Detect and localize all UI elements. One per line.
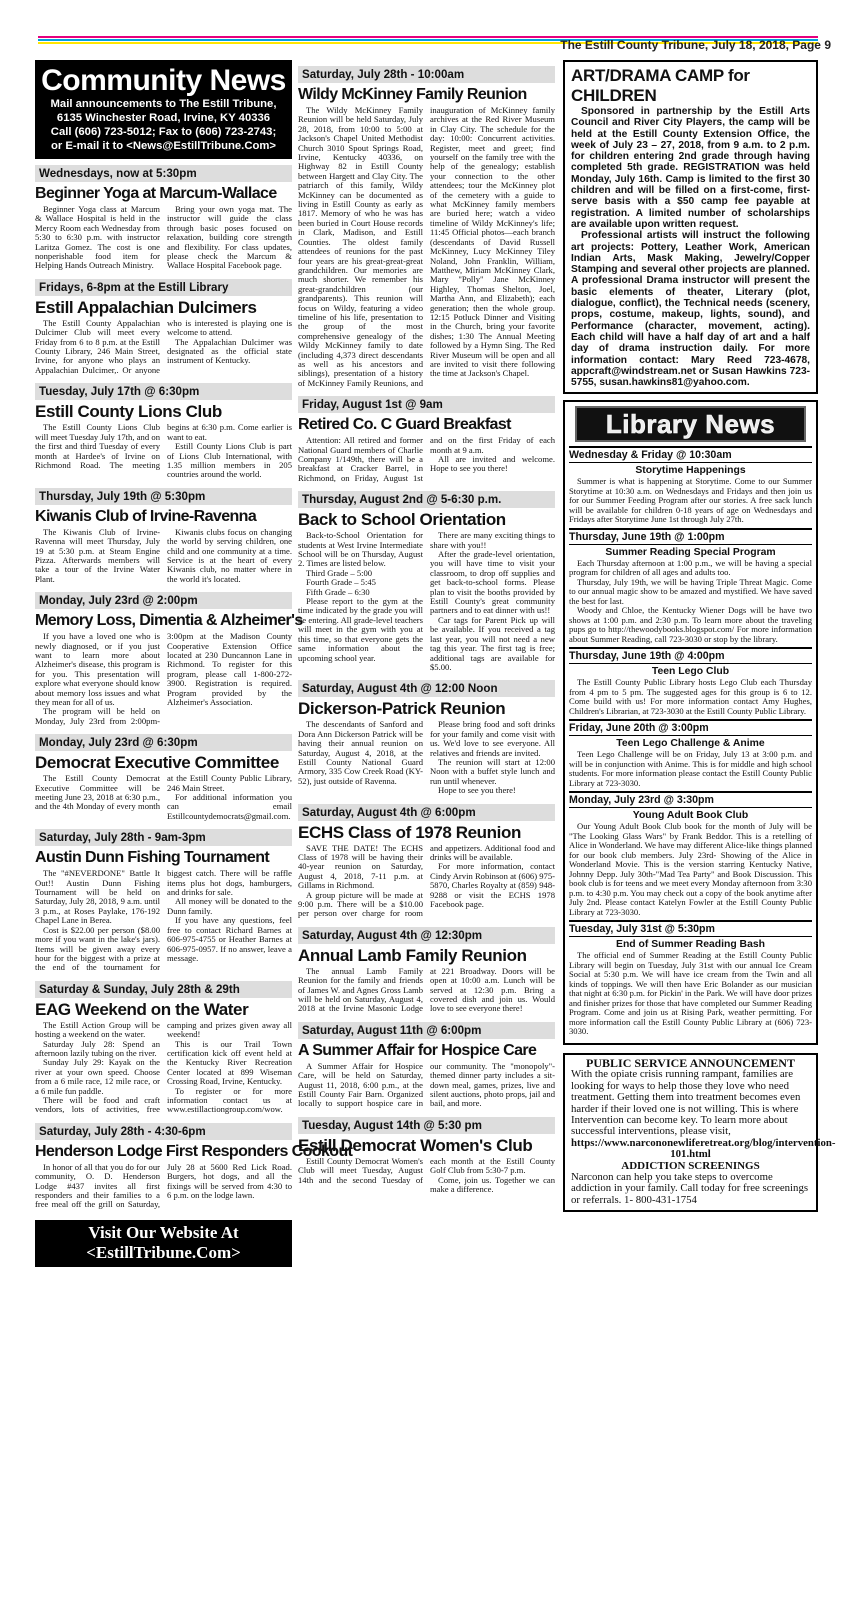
event-body (35, 528, 292, 586)
event-date: Saturday, July 28th - 10:00am (298, 66, 555, 83)
event-paragraph: For additional information you can email Estillcountydemocrats@gmail.com. (167, 792, 292, 821)
event-title: Memory Loss, Dimentia & Alzheimer's (35, 612, 303, 630)
event-title: ECHS Class of 1978 Reunion (298, 822, 521, 842)
event-body (569, 822, 812, 917)
event-date: Thursday, July 19th @ 5:30pm (35, 488, 292, 505)
event-paragraph: Come, join us. Together we can make a difference. (430, 1174, 555, 1195)
psa-heading: PUBLIC SERVICE ANNOUNCEMENT (586, 1055, 795, 1070)
event-paragraph: The descendants of Sanford and Dora Ann Dickerson Patrick will be having their annual reunion on Saturday, August 4, 2018, at the Estill County National Guard Armory, 335 Cow Creek Road (KY-52), just outside of Ravenna. (298, 719, 423, 786)
psa-link[interactable]: https://www.narcononewliferetreat.org/blog/intervention-101.html (571, 1136, 836, 1161)
event-title: End of Summer Reading Bash (616, 939, 765, 951)
event-title: Storytime Happenings (635, 465, 746, 477)
event-date: Saturday, August 4th @ 12:00 Noon (298, 680, 555, 697)
event-body (298, 1157, 555, 1197)
masthead-line: or E-mail it to <News@EstillTribune.Com> (50, 140, 277, 152)
event-paragraph: The Estill County Appalachian Dulcimer Club will meet every Friday from 6 to 8 p.m. at the Estill County Library, 246 Main Street, Irvine, for anyone who plays an Appalachian Dulcimer,. Or anyone who is interested is playing one is welcome to attend. (35, 317, 292, 375)
library-news-banner: Library News (575, 406, 806, 442)
event-body (35, 205, 292, 273)
event-title: EAG Weekend on the Water (35, 999, 249, 1019)
event-body (298, 1062, 555, 1111)
event-date: Saturday, August 4th @ 6:00pm (298, 804, 555, 821)
event-item (298, 1022, 555, 1111)
art-camp-paragraph: Professional artists will instruct the following art projects: Pottery, Leather Work, American Indian Arts, Mask Making, Jewelry/Copper Stamping and several other projects are planned. A professional Drama instructor will present the basic elements of theater, Literary (plot, dialogue, conflict), the Technical needs (scenery, props, costume, makeup, lights, sound), and Performance (character, movement, acting). Each child will have a half day of art and a half day of drama instruction daily. For more information contact: Mary Reed 723-4678, appcraft@windstream.net or Susan Hawkins 723-5755, susan.hawkins81@yahoo.com. (571, 230, 810, 389)
event-paragraph: Kiwanis clubs focus on changing the world by serving children, one child and one community at a time. Service is at the heart of every Kiwanis club, no matter where in the world it's located. (167, 526, 292, 584)
event-paragraph: There are many exciting things to share with you!! (430, 530, 555, 550)
event-body (569, 477, 812, 525)
event-paragraph: The official end of Summer Reading at the Estill County Public Library will begin on Tuesday, July 31st with our annual Ice Cream Social at 5:30 p.m. We will have ice cream from the Twin and all kinds of toppings. We will then have Eric Bolander as our musician that night at 6:30 p.m. for Pickin' in the Park. We will have door prizes and finisher prizes for those that have completed our Summer Reading Program. Come and join us at Rising Park, weather permitting. For more information call the Estill County Public Library at (606) 723-3030. (569, 950, 812, 1037)
event-title: Teen Lego Challenge & Anime (616, 738, 765, 750)
event-title: Young Adult Book Club (632, 810, 749, 822)
event-paragraph: Beginner Yoga class at Marcum & Wallace Hospital is held in the Mercy Room each Wednesday from 5:30 to 6:30 p.m. with instructor Laritza Gomez. The cost is one nonperishable food item for Helping Hands Outreach Ministry. (35, 204, 160, 271)
column-events (298, 60, 555, 1197)
event-item (35, 488, 292, 586)
event-title: Kiwanis Club of Irvine-Ravenna (35, 507, 257, 525)
event-item (298, 804, 555, 921)
event-paragraph: After the grade-level orientation, you will have time to visit your classroom, to drop off supplies and get back-to-school forms. Please plan to visit the booths provided by Estill County's great community partners and to eat dinner with us!! (430, 549, 555, 616)
masthead-line: Call (606) 723-5012; Fax to (606) 723-2743; (50, 126, 277, 138)
event-body (298, 106, 555, 390)
event-paragraph: If you have any questions, feel free to contact Richard Barnes at 606-975-4755 or Heather Barnes at 606-975-0957. If no answer, leave a message. (167, 915, 292, 963)
community-news-masthead (35, 60, 292, 159)
event-title: Summer Reading Special Program (605, 546, 776, 558)
event-paragraph: The annual Lamb Family Reunion for the family and friends of James W. and Agnes Gross Lamb will be held on Saturday, August 4, 2018 at the Irvine Masonic Lodge at 221 Broadway. Doors will be open at 10:00 a.m. Lunch will be served at 12:30 p.m. Bring a covered dish and join us. Would love to see everyone there! (298, 965, 555, 1014)
event-title: Estill Appalachian Dulcimers (35, 297, 257, 317)
event-title: Retired Co. C Guard Breakfast (298, 416, 511, 434)
event-title: Henderson Lodge First Responders Cookout (35, 1142, 353, 1160)
event-paragraph: There will be food and craft vendors, lots of activities, free camping and prizes given away all weekend! (35, 1019, 292, 1115)
event-paragraph: SAVE THE DATE! The ECHS Class of 1978 will be having their 40-year reunion on Saturday, August 4, 2018, 7-11 p.m. at Gillams in Richmond. (298, 842, 423, 891)
event-paragraph: To register or for more information contact us at www.estillactiongroup.com/wow. (167, 1085, 292, 1115)
event-paragraph: The "#NEVERDONE" Battle It Out!! Austin Dunn Fishing Tournament will be held on Saturday, July 28, 2018, 9 a.m. until 3 p.m., at Roses Paylake, 176-192 Chapel Lane in Berea. (35, 868, 160, 926)
event-body (298, 720, 555, 797)
event-date: Monday, July 23rd @ 6:30pm (35, 734, 292, 751)
event-body (569, 559, 812, 645)
event-paragraph: The Estill County Public Library hosts Lego Club each Thursday from 4 pm to 5 pm. The suggested ages for this group is 6 to 12. Come build with us! For more information contact Amy Hughes, Children's Librarian, at 723-3030 at the Estill County Public Library. (569, 677, 812, 716)
library-news-box (563, 400, 818, 1045)
event-date: Wednesday & Friday @ 10:30am (569, 446, 812, 463)
masthead-title: Community News (41, 64, 286, 97)
event-date: Saturday, July 28th - 4:30-6pm (35, 1123, 292, 1140)
masthead-line: 6135 Winchester Road, Irvine, KY 40336 (56, 112, 271, 124)
event-paragraph: The Kiwanis Club of Irvine-Ravenna will meet Thursday, July 19 at 5:30 p.m. at Steam Engine Pizza. Afterwards members will take a tour of the Irvine Water Plant. (35, 526, 160, 584)
event-item (35, 165, 292, 273)
event-title: Teen Lego Club (651, 666, 730, 678)
event-paragraph: Sunday July 29: Kayak on the river at your own speed. Choose from a 6 mile race, 12 mile race, or a 6 mile fun paddle. (35, 1057, 160, 1096)
event-item (569, 920, 812, 1037)
event-body (298, 436, 555, 485)
event-date: Saturday, July 28th - 9am-3pm (35, 829, 292, 846)
event-paragraph: A group picture will be made at 9:00 p.m. There will be a $10.00 per person over charge for room and appetizers. Additional food and drinks will be available. (298, 842, 555, 919)
event-date: Friday, August 1st @ 9am (298, 396, 555, 413)
event-title: Estill Democrat Women's Club (298, 1135, 533, 1155)
event-paragraph: Car tags for Parent Pick up will be available. If you received a tag last year, you will not need a new tag this year. The first tag is free; additional tags are available for $5.00. (430, 614, 555, 672)
event-date: Thursday, June 19th @ 4:00pm (569, 647, 812, 664)
art-camp-body (571, 106, 810, 388)
event-date: Saturday, August 4th @ 12:30pm (298, 927, 555, 944)
event-body (569, 750, 812, 788)
event-title: Democrat Executive Committee (35, 753, 279, 773)
psa-text: With the opiate crisis running rampant, families are looking for ways to help those they love who need treatment. Getting them into treatment becomes even harder if their loved one is not willing. This is where Intervention can become key. To learn more about successful interventions, please visit, (571, 1068, 801, 1138)
event-item (569, 528, 812, 645)
event-body (298, 967, 555, 1016)
event-paragraph: The program will be held on Monday, July 23rd from 2:00pm-3:00pm at the Madison County Cooperative Extension Office located at 230 Duncannon Lane in Richmond. To register for this program, please call 1-800-272-3900. Registration is required. Program provided by the Alzheimer's Association. (35, 631, 292, 726)
event-item (298, 396, 555, 485)
event-item (298, 66, 555, 390)
event-date: Friday, June 20th @ 3:00pm (569, 719, 812, 736)
event-body (35, 319, 292, 377)
event-paragraph: All are invited and welcome. Hope to see you there! (430, 454, 555, 474)
event-paragraph: Thursday, July 19th, we will be having Triple Threat Magic. Come to our annual magic show to be amazed and mystified. We have saved the best for last. (569, 576, 812, 606)
art-camp-paragraph: Sponsored in partnership by the Estill Arts Council and River City Players, the camp will be held at the Estill County Extension Office, the week of July 23 – 27, 2018, from 9 a.m. to 2 p.m. for children entering 2nd grade through having completed 5th grade. REGISTRATION was held Monday, July 16th. Camp is limited to the first 30 children and will be filled on a first-come, first-serve basis with a $50 camp fee payable at registration. A limited number of scholarships are available upon written request. (571, 106, 810, 230)
event-item (35, 981, 292, 1117)
event-paragraph: Saturday July 28: Spend an afternoon lazily tubing on the river. (35, 1038, 160, 1058)
event-body (35, 632, 292, 728)
event-item (35, 592, 303, 728)
event-date: Thursday, June 19th @ 1:00pm (569, 528, 812, 545)
event-paragraph: This is our Trail Town certification kick off event held at the Kentucky River Recreation Center located at 899 Wiseman Crossing Road, Irvine, Kentucky. (167, 1038, 292, 1087)
event-title: Dickerson-Patrick Reunion (298, 699, 506, 719)
event-paragraph: Estill County Lions Club is part of Lions Club International, with 1.35 million members in 205 countries around the world. (167, 441, 292, 480)
event-item (35, 734, 292, 823)
event-paragraph: Our Young Adult Book Club book for the month of July will be "The Looking Glass Wars" by Frank Beddor. This is a retelling of Alice in Wonderland. We have may different Alice-like things planned for our book club members. July 23rd- Showing of the Alice in Wonderland Movie. This is the version starring Kentucky Native, Johnny Depp. July 30th-"Mad Tea Party" and Book Discussion. This book club is for teens and we meet every Monday afternoon from 3:30 p.m. to 4:30 p.m. You may check out a copy of the book anytime after July 2nd. Please contact Katelyn Fowler at the Estill County Public Library at 723-3030. (569, 821, 812, 917)
event-date: Tuesday, July 31st @ 5:30pm (569, 920, 812, 937)
event-body (298, 531, 555, 674)
event-body (569, 678, 812, 716)
event-paragraph: Hope to see you there! (438, 785, 516, 796)
event-item (298, 927, 555, 1016)
event-date: Saturday, August 11th @ 6:00pm (298, 1022, 555, 1039)
event-body (35, 1163, 292, 1212)
event-paragraph: Estill County Democrat Women's Club will meet Tuesday, August 14th and the second Tuesday of each month at the Estill County Golf Club from 5:30-7 p.m. (298, 1155, 555, 1185)
event-body (35, 869, 292, 974)
event-item (35, 829, 292, 974)
event-date: Monday, July 23rd @ 2:00pm (35, 592, 292, 609)
event-title: Estill County Lions Club (35, 402, 222, 422)
event-date: Tuesday, July 17th @ 6:30pm (35, 383, 292, 400)
event-body (298, 844, 555, 921)
event-date: Monday, July 23rd @ 3:30pm (569, 791, 812, 808)
event-paragraph: Bring your own yoga mat. The instructor will guide the class through basic poses focused on relaxation, building core strength and flexibility. For class updates, please check the Marcum & Wallace Hospital Facebook page. (167, 204, 292, 271)
event-body (569, 951, 812, 1037)
event-title: Annual Lamb Family Reunion (298, 945, 527, 965)
event-paragraph: Attention: All retired and former National Guard members of Charlie Company 1/149th, there will be a breakfast at Cracker Barrel, in Richmond, on Friday, August 1st and on the first Friday of each month at 9 a.m. (298, 435, 555, 483)
event-title: Wildy McKinney Family Reunion (298, 86, 527, 103)
event-title: Beginner Yoga at Marcum-Wallace (35, 185, 277, 202)
event-paragraph: If you have a loved one who is newly diagnosed, or if you just want to learn more about Alzheimer's disease, this program is for you. This presentation will explore what everyone should know about memory loss issues and what they mean for all of us. (35, 631, 160, 707)
column-features (563, 60, 836, 1212)
event-item (298, 1117, 555, 1197)
event-item (569, 647, 812, 716)
event-item (35, 279, 292, 377)
event-date: Fridays, 6-8pm at the Estill Library (35, 279, 292, 296)
event-title: Austin Dunn Fishing Tournament (35, 849, 270, 867)
event-body (35, 1021, 292, 1117)
event-paragraph: The Estill County Democrat Executive Committee will be meeting June 23, 2018 at 6:30 p.m., and the 4th Monday of every month at the Estill County Public Library, 246 Main Street. (35, 773, 292, 812)
addiction-text: Narconon can help you take steps to overcome addiction in your family. Call today for free screenings or referrals. 1- 800-431-1754 (571, 1170, 809, 1206)
event-item (569, 791, 812, 917)
event-paragraph: Summer is what is happening at Storytime. Come to our Summer Storytime at 10:30 a.m. on Wednesdays and Fridays and then join us for our Summer Feeding Program after our stories. A free sack lunch will be available for children 0-18 years of age on Wednesdays and Fridays after Storytime June 1st through July 27th. (569, 476, 812, 525)
event-item (569, 446, 812, 525)
event-paragraph: The Estill County Lions Club will meet Tuesday July 17th, and on the first and third Tuesday of every month at Hardee's of Irvine on Richmond Road. The meeting begins at 6:30 p.m. Come earlier is want to eat. (35, 422, 292, 470)
masthead-line: Mail announcements to The Estill Tribune, (50, 98, 277, 110)
event-item (298, 491, 555, 674)
event-paragraph: In honor of all that you do for our community, O. D. Henderson Lodge #437 invites all first responders and their families to a free meal off the grill on Saturday, July 28 at 5600 Red Lick Road. Burgers, hot dogs, and all the fixings will be served from 4:30 to 6 p.m. on the lodge lawn. (35, 1161, 292, 1210)
event-paragraph: Teen Lego Challenge will be on Friday, July 13 at 3:00 p.m. and will be in conjunction with Anime. This is for middle and high school students. For more information please contact the Estill County Public Library at 723-3030. (569, 749, 812, 788)
event-paragraph: Please report to the gym at the time indicated by the grade you will be entering. All grade-level teachers will meet in the gym with you at this time, so that everyone gets the same information about the upcoming school year. (298, 596, 423, 663)
event-date: Saturday & Sunday, July 28th & 29th (35, 981, 292, 998)
event-paragraph: Back-to-School Orientation for students at West Irvine Intermediate School will be on Thursday, August 2. Times are listed below. (298, 530, 423, 569)
event-paragraph: The Estill Action Group will be hosting a weekend on the water. (35, 1019, 160, 1040)
event-paragraph: For more information, contact Cindy Arvin Robinson at (606) 975-5870, Charles Royalty at (859) 948-9288 or visit the ECHS 1978 Facebook page. (430, 861, 555, 909)
event-paragraph: Woody and Chloe, the Kentucky Wiener Dogs will be have two shows at 1:00 p.m. and 2:30 p.m. To learn more about the traveling pups go to http://thewoodybooks.blogspot.com/ For more information about Summer Reading, call 723-3030 or stop by the library. (569, 605, 812, 644)
event-paragraph: Third Grade – 5:00 (306, 567, 373, 578)
event-body (35, 423, 292, 481)
event-paragraph: A Summer Affair for Hospice Care, will be held on Saturday, August 11, 2018, 6:00 p.m., at the Estill County Fair Barn. Organized locally to support hospice care in our community. The "monopoly"-themed dinner party includes a sit-down meal, games, prizes, live and silent auctions, photo props, jail and bail, and more. (298, 1060, 555, 1109)
event-paragraph: Each Thursday afternoon at 1:00 p.m., we will be having a special program for children of all ages and adults too. (569, 557, 812, 578)
event-paragraph: The Appalachian Dulcimer was designated as the official state instrument of Kentucky. (167, 336, 292, 366)
event-paragraph: Fourth Grade – 5:45 (306, 577, 376, 588)
psa-box (563, 1053, 836, 1212)
event-item (35, 1123, 353, 1212)
website-banner-url[interactable]: <EstillTribune.Com> (86, 1242, 241, 1262)
event-paragraph: The reunion will start at 12:00 Noon with a buffet style lunch and run until whenever. (430, 756, 555, 786)
event-paragraph: Fifth Grade – 6:30 (306, 586, 370, 597)
event-item (298, 680, 555, 797)
website-banner[interactable] (35, 1220, 292, 1267)
event-paragraph: All money will be donated to the Dunn family. (167, 896, 292, 916)
art-camp-title: ART/DRAMA CAMP for CHILDREN (571, 66, 750, 105)
event-item (35, 383, 292, 481)
event-title: A Summer Affair for Hospice Care (298, 1041, 537, 1059)
event-paragraph: The Wildy McKinney Family Reunion will be held Saturday, July 28, 2018, from 10:00 to 5:00 at Jackson's Chapel United Methodist Church 3010 Spout Springs Road, Irvine, Kentucky 40336, on Highway 82 in Estill County between Hargett and Clay City. The patriarch of this family, Wildy McKinney can be documented as living in Estill County as early as 1817. Memory of who he was has been buried in Court House records in Clark, Madison, and Estill Counties. The oldest family attendees of reunions for the past four years are his great-great-great grandchildren. Our memories are much shorter. We remember his great-grandchildren (our grandparents). This reunion will focus on Wildy, featuring a video timeline of his life, presentation to the group of the most comprehensive genealogy of the Wildy McKinney family to date (including 4,373 direct descendants as well as his ancestors and siblings), presentation of a history of McKinney Family Reunions, and inauguration of McKinney family archives at the Red River Museum in Clay City. The schedule for the day: 10:00: Concurrent activities. Register, meet and greet; find yourself on the family tree with the help of the genealogy; establish your connection to the other attendees; tour the McKinney plot of the cemetery with a guide to what McKinney family members are buried here; watch a video timeline of Wildy McKinney's life; 11:45 Official photos—each branch (descendants of David Russell McKinney, Lucy McKinney Tiley Noland, John Franklin, William, Matthew, Miriam McKinney Clark, Mary "Polly" Jane McKinney Highley, Thomas Shelton, Joel, Martha Ann, and Elizabeth); each generation; then the whole group. 12:15 Potluck Dinner and Visiting in the Church, bring your favorite dishes; 1:30 The Annual Meeting followed by a Hymn Sing. The Red River Museum will be open and all are invited to visit there following the time at Jackson's Chapel. (298, 105, 555, 388)
event-date: Wednesdays, now at 5:30pm (35, 165, 292, 182)
event-paragraph: Cost is $22.00 per person ($8.00 more if you want in the lake's jars). Items will be given away every hour for the biggest with a prize at the end of the tournament for biggest catch. There will be raffle items plus hot dogs, hamburgers, and drinks for sale. (35, 868, 292, 973)
event-paragraph: Please bring food and soft drinks for your family and come visit with us. We'd love to see everyone. All relatives and friends are invited. (430, 719, 555, 758)
event-body (35, 774, 292, 823)
event-date: Tuesday, August 14th @ 5:30 pm (298, 1117, 555, 1134)
event-title: Back to School Orientation (298, 510, 506, 530)
art-drama-camp-box (563, 60, 818, 394)
event-item (569, 719, 812, 788)
addiction-heading: ADDICTION SCREENINGS (621, 1159, 760, 1172)
event-date: Thursday, August 2nd @ 5-6:30 p.m. (298, 491, 555, 508)
page-folio: The Estill County Tribune, July 18, 2018, Page 9 (560, 38, 831, 52)
website-banner-line: Visit Our Website At (88, 1222, 239, 1242)
